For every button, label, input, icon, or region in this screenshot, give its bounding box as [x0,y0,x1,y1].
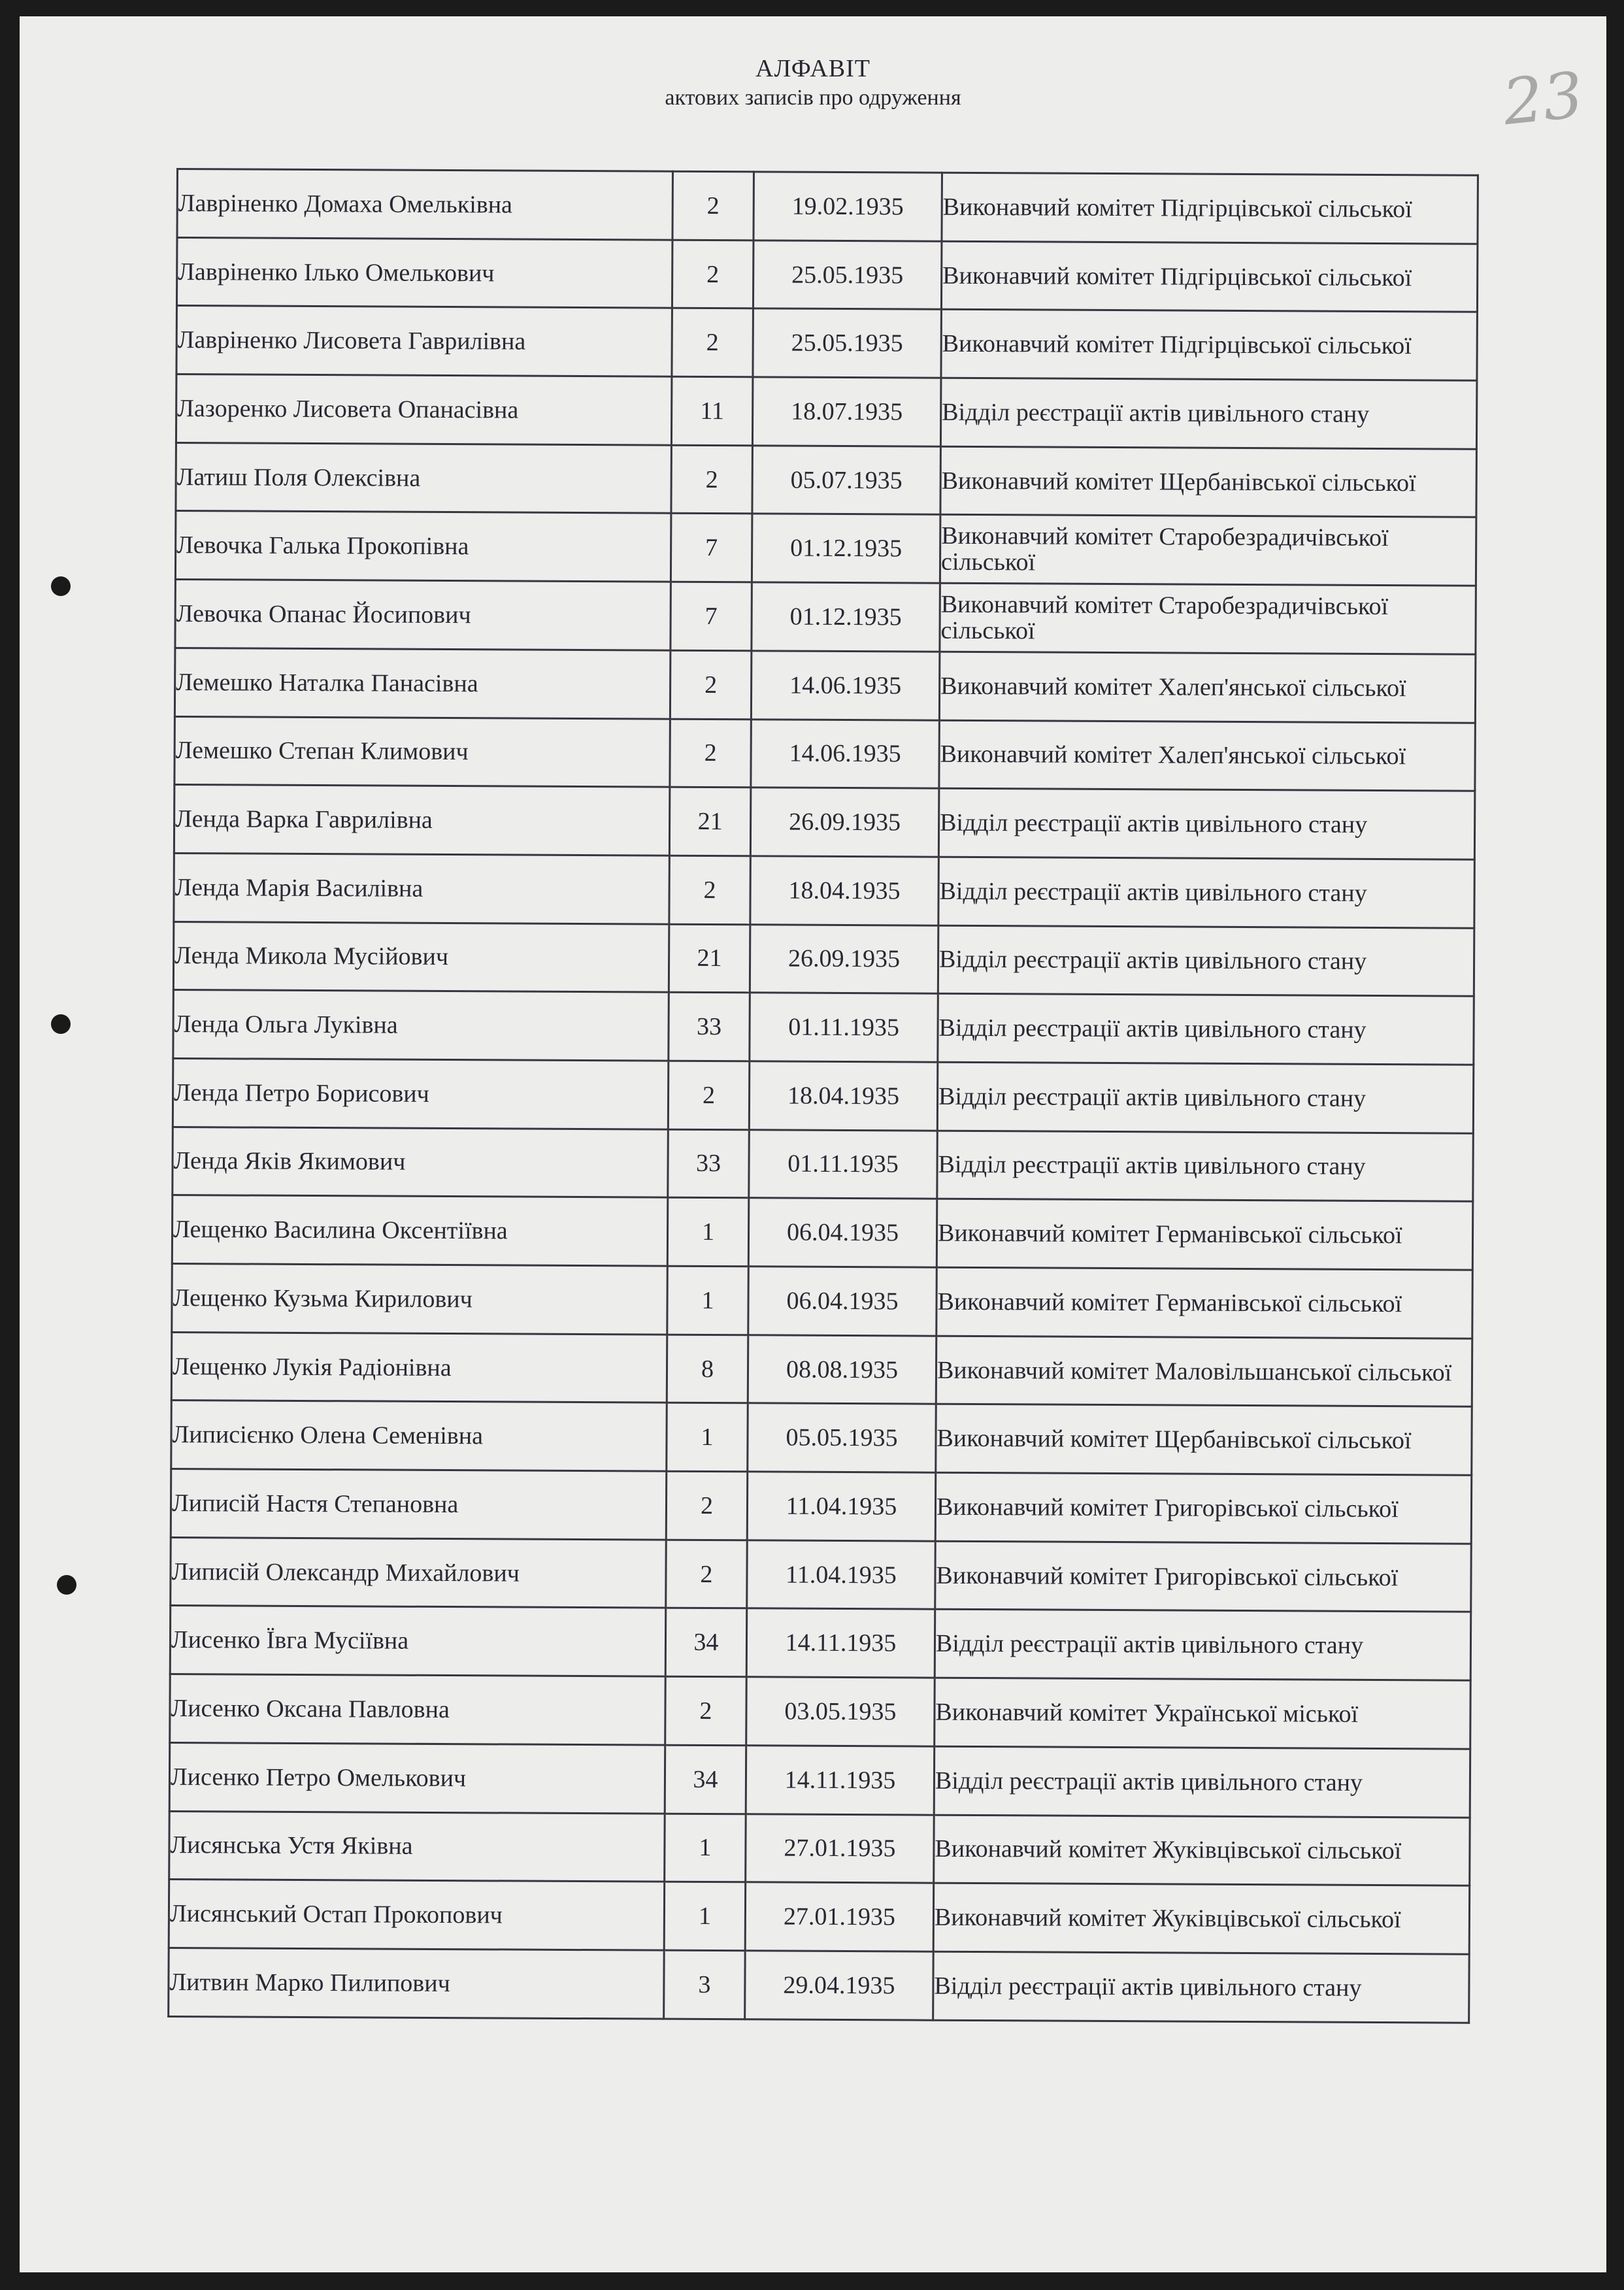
record-date: 01.11.1935 [750,993,938,1062]
table-row [172,1263,1472,1338]
record-name: Лисенко Петро Омелькович [169,1742,665,1813]
table-row [172,1195,1472,1270]
record-date: 14.11.1935 [746,1746,935,1815]
record-date: 19.02.1935 [754,172,942,241]
record-number: 3 [664,1950,746,2019]
record-date: 06.04.1935 [748,1267,937,1336]
record-office: Відділ реєстрації актів цивільного стану [937,1131,1474,1202]
record-name: Ленда Варка Гаврилівна [174,785,670,855]
record-date: 29.04.1935 [745,1951,934,2020]
record-office: Відділ реєстрації актів цивільного стану [935,1610,1471,1681]
record-date: 06.04.1935 [748,1198,937,1267]
table-row [174,785,1474,859]
punch-hole-icon [51,576,71,596]
record-number: 21 [669,787,751,855]
table-row [173,921,1474,996]
record-office: Відділ реєстрації актів цивільного стану [938,857,1475,928]
record-name: Лисенко Оксана Павловна [170,1674,666,1745]
record-number: 1 [667,1266,749,1335]
record-number: 7 [671,514,752,582]
record-name: Липисій Настя Степановна [171,1469,667,1540]
record-number: 1 [664,1882,746,1950]
record-office: Виконавчий комітет Щербанівської сільської [940,446,1477,518]
record-name: Ленда Микола Мусійович [173,921,669,992]
table-row [171,1332,1472,1406]
record-office: Виконавчий комітет Української міської [935,1678,1471,1749]
record-office: Виконавчий комітет Германівської сільської [936,1267,1473,1338]
document-subtitle: актових записів про одруження [665,86,961,110]
record-date: 25.05.1935 [753,308,942,378]
record-date: 18.04.1935 [749,1061,938,1131]
record-name: Лещенко Лукія Радіонівна [171,1332,667,1402]
record-office: Виконавчий комітет Щербанівської сільської [936,1404,1472,1476]
record-name: Липисій Олександр Михайлович [171,1537,667,1608]
table-row [169,1880,1469,1954]
record-office: Виконавчий комітет Маловільшанської сільської [936,1336,1472,1407]
table-row [176,374,1476,449]
record-number: 2 [672,308,754,377]
record-name: Латиш Поля Олексівна [176,442,672,513]
record-office: Виконавчий комітет Германівської сільської [936,1199,1473,1270]
record-date: 03.05.1935 [746,1677,935,1746]
table-row [171,1401,1472,1475]
record-number: 2 [666,1540,748,1608]
record-number: 2 [670,650,752,719]
punch-hole-icon [57,1575,76,1595]
table-row [169,1948,1469,2022]
record-date: 05.05.1935 [748,1403,936,1472]
handwritten-page-number: 23 [1499,58,1587,140]
record-date: 25.05.1935 [753,241,942,310]
record-date: 27.01.1935 [745,1882,934,1951]
table-row [170,1606,1470,1680]
record-name: Лавріненко Домаха Омельківна [177,169,673,240]
record-date: 18.04.1935 [750,856,939,925]
record-date: 08.08.1935 [748,1335,936,1404]
table-row [169,1811,1470,1885]
record-date: 01.12.1935 [752,582,940,652]
record-date: 27.01.1935 [746,1814,935,1883]
record-name: Лавріненко Лисовета Гаврилівна [176,306,672,376]
record-name: Ленда Петро Борисович [173,1058,669,1129]
table-row [177,169,1478,244]
record-date: 11.04.1935 [747,1540,936,1610]
table-row [173,990,1474,1065]
record-number: 33 [669,992,750,1061]
table-row [171,1469,1471,1544]
record-name: Левочка Опанас Йосипович [175,580,671,650]
record-number: 1 [665,1814,746,1882]
record-date: 14.06.1935 [751,719,940,788]
table-row [176,306,1477,380]
marriage-records-table [167,168,1479,2023]
record-office: Відділ реєстрації актів цивільного стану [938,788,1475,859]
record-number: 1 [667,1198,749,1267]
table-row [170,1674,1470,1749]
record-office: Виконавчий комітет Підгірцівської сільської [942,173,1478,244]
record-name: Лемешко Наталка Панасівна [174,648,671,718]
record-date: 01.11.1935 [749,1129,938,1199]
record-office: Виконавчий комітет Халеп'янської сільської [939,720,1476,791]
record-office: Відділ реєстрації актів цивільного стану [940,378,1477,449]
record-date: 18.07.1935 [752,377,941,446]
record-office: Відділ реєстрації актів цивільного стану [933,1951,1470,2023]
record-number: 2 [671,445,753,514]
record-number: 2 [666,1471,748,1540]
document-title: АЛФАВІТ [755,55,870,82]
table-row [173,1127,1473,1201]
record-name: Липисієнко Олена Семенівна [171,1401,667,1471]
record-name: Лещенко Кузьма Кирилович [172,1263,668,1334]
record-date: 01.12.1935 [752,514,940,583]
record-date: 26.09.1935 [750,788,939,857]
record-office: Виконавчий комітет Григорівської сільської [935,1541,1472,1612]
record-office: Виконавчий комітет Халеп'янської сільської [939,652,1476,723]
record-number: 33 [668,1129,750,1198]
table-row [174,648,1475,722]
record-name: Лисянський Остап Прокопович [169,1880,665,1950]
record-number: 2 [672,171,754,240]
table-row [174,853,1474,927]
record-office: Виконавчий комітет Підгірцівської сільської [941,310,1478,381]
record-name: Ленда Ольга Луківна [173,990,669,1061]
record-name: Лисенко Ївга Мусіївна [170,1606,666,1676]
record-number: 34 [665,1745,746,1814]
record-number: 1 [667,1403,748,1472]
record-date: 14.06.1935 [751,651,940,720]
record-number: 34 [665,1608,747,1677]
record-number: 2 [668,1061,750,1129]
record-office: Виконавчий комітет Григорівської сільської [935,1472,1472,1544]
record-name: Ленда Яків Якимович [173,1127,669,1197]
punch-hole-icon [51,1014,71,1034]
record-date: 05.07.1935 [752,446,941,515]
record-number: 7 [671,582,752,650]
record-name: Литвин Марко Пилипович [169,1948,665,2018]
record-number: 8 [667,1335,748,1403]
table-row [169,1742,1470,1817]
record-office: Відділ реєстрації актів цивільного стану [938,993,1474,1065]
record-number: 11 [671,376,753,445]
record-name: Лемешко Степан Климович [174,716,671,787]
record-name: Левочка Галька Прокопівна [175,511,671,582]
record-name: Лавріненко Ілько Омелькович [176,237,672,308]
record-office: Виконавчий комітет Підгірцівської сільської [941,241,1478,312]
table-row [174,716,1475,791]
record-number: 2 [670,719,752,788]
record-date: 14.11.1935 [746,1608,935,1678]
record-office: Виконавчий комітет Жуківцівської сільської [934,1815,1470,1886]
record-office: Виконавчий комітет Старобезрадичівської сільської [940,515,1476,586]
document-sheet [20,16,1606,2272]
record-date: 11.04.1935 [747,1472,936,1541]
record-number: 2 [665,1676,747,1745]
record-name: Лазоренко Лисовета Опанасівна [176,374,672,445]
record-office: Відділ реєстрації актів цивільного стану [938,925,1474,997]
record-office: Виконавчий комітет Жуківцівської сільської [933,1883,1470,1954]
record-number: 2 [672,240,754,308]
table-row [171,1537,1471,1612]
record-date: 26.09.1935 [750,924,938,993]
table-row [173,1058,1473,1133]
table-row [176,237,1477,312]
table-row [175,580,1476,654]
record-name: Лещенко Василина Оксентіївна [172,1195,668,1266]
record-name: Лисянська Устя Яківна [169,1811,665,1882]
record-office: Відділ реєстрації актів цивільного стану [937,1062,1474,1133]
record-name: Ленда Марія Василівна [174,853,670,923]
table-row [176,442,1476,517]
record-office: Виконавчий комітет Старобезрадичівської сільської [940,583,1476,654]
record-number: 2 [669,855,751,924]
record-number: 21 [669,924,750,993]
record-office: Відділ реєстрації актів цивільного стану [934,1746,1470,1817]
table-row [175,511,1476,586]
